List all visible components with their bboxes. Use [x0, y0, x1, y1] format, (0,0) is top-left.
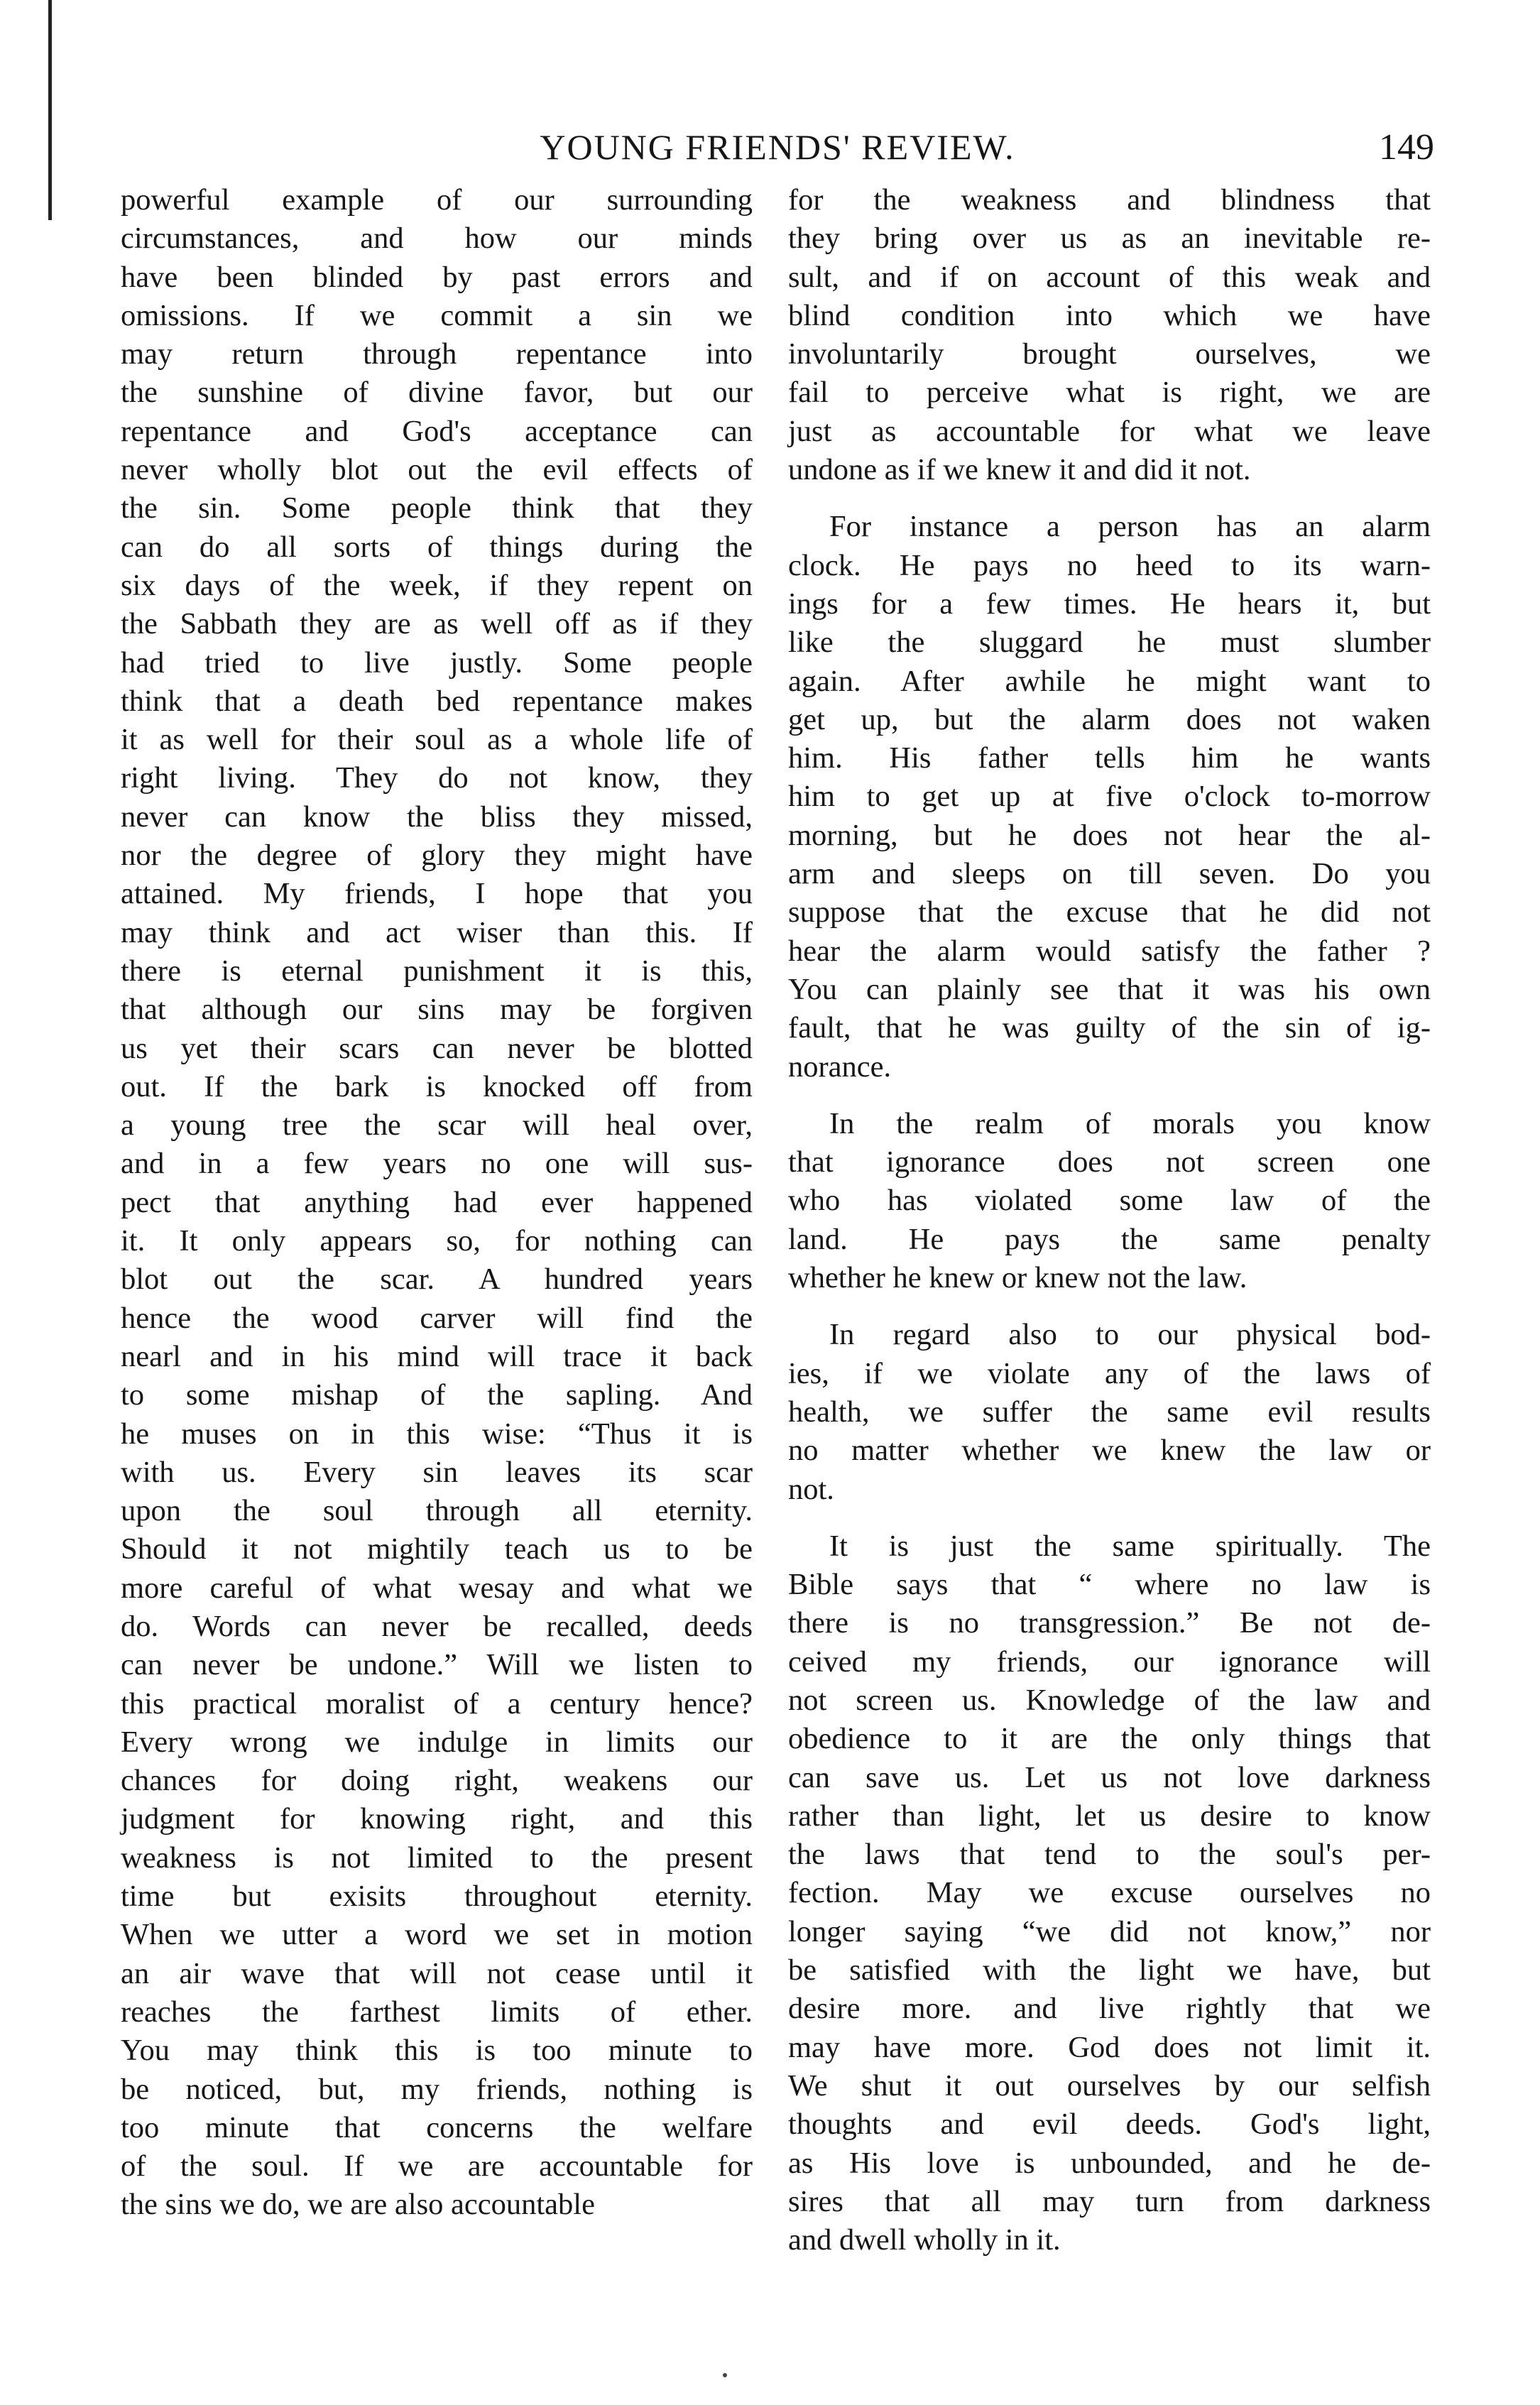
text-line: Should it not mightily teach us to be: [121, 1532, 753, 1566]
text-line: In the realm of morals you know: [829, 1106, 1431, 1140]
text-line: blind condition into which we have: [788, 298, 1431, 332]
text-line: time but exisits throughout eternity.: [121, 1880, 753, 1914]
paragraph-gap: [788, 489, 1431, 508]
text-line: ceived my friends, our ignorance will: [788, 1645, 1431, 1679]
text-line: the laws that tend to the soul's per-: [788, 1838, 1431, 1872]
text-line: no matter whether we knew the law or: [788, 1434, 1431, 1468]
text-line: that although our sins may be forgiven: [121, 993, 753, 1027]
text-line: You can plainly see that it was his own: [788, 972, 1431, 1006]
text-line: morning, but he does not hear the al-: [788, 818, 1431, 852]
text-line: obedience to it are the only things that: [788, 1722, 1431, 1756]
paragraph-gap: [788, 1509, 1431, 1527]
text-line: and dwell wholly in it.: [788, 2223, 1061, 2257]
text-line: like the sluggard he must slumber: [788, 626, 1431, 660]
text-line: health, we suffer the same evil results: [788, 1395, 1431, 1429]
text-line: chances for doing right, weakens our: [121, 1764, 753, 1798]
text-line: again. After awhile he might want to: [788, 664, 1431, 698]
text-line: undone as if we knew it and did it not.: [788, 453, 1251, 487]
text-line: him. His father tells him he wants: [788, 741, 1431, 775]
left-column: [121, 181, 753, 2225]
margin-rule: [48, 0, 52, 220]
text-line: We shut it out ourselves by our selfish: [788, 2068, 1431, 2103]
text-line: be noticed, but, my friends, nothing is: [121, 2072, 753, 2106]
text-line: do. Words can never be recalled, deeds: [121, 1609, 753, 1643]
text-line: reaches the farthest limits of ether.: [121, 1995, 753, 2029]
text-line: us yet their scars can never be blotted: [121, 1031, 753, 1065]
text-line: You may think this is too minute to: [121, 2034, 753, 2068]
text-line: judgment for knowing right, and this: [121, 1802, 753, 1836]
text-line: and in a few years no one will sus-: [121, 1147, 753, 1181]
text-line: clock. He pays no heed to its warn-: [788, 548, 1431, 582]
text-line: may have more. God does not limit it.: [788, 2030, 1431, 2064]
text-line: In regard also to our physical bod-: [829, 1318, 1431, 1352]
text-line: fault, that he was guilty of the sin of ig-: [788, 1011, 1431, 1045]
text-line: never wholly blot out the evil effects of: [121, 453, 753, 487]
text-line: norance.: [788, 1049, 892, 1084]
text-line: there is eternal punishment it is this,: [121, 954, 753, 988]
paragraph: [788, 181, 1431, 489]
text-line: sires that all may turn from darkness: [788, 2184, 1431, 2218]
text-line: he muses on in this wise: “Thus it is: [121, 1417, 753, 1451]
text-line: It is just the same spiritually. The: [829, 1529, 1431, 1563]
text-line: fection. May we excuse ourselves no: [788, 1876, 1431, 1910]
text-line: just as accountable for what we leave: [788, 414, 1431, 448]
text-line: hence the wood carver will find the: [121, 1301, 753, 1335]
text-line: the sins we do, we are also accountable: [121, 2188, 595, 2222]
text-line: Bible says that “ where no law is: [788, 1568, 1431, 1602]
paragraph: [788, 1527, 1431, 2260]
text-line: land. He pays the same penalty: [788, 1222, 1431, 1256]
text-line: may think and act wiser than this. If: [121, 915, 753, 949]
text-line: can never be undone.” Will we listen to: [121, 1648, 753, 1682]
text-line: ings for a few times. He hears it, but: [788, 587, 1431, 621]
text-line: can do all sorts of things during the: [121, 530, 753, 564]
text-line: omissions. If we commit a sin we: [121, 298, 753, 332]
text-line: pect that anything had ever happened: [121, 1185, 753, 1219]
text-line: For instance a person has an alarm: [829, 510, 1431, 544]
text-line: attained. My friends, I hope that you: [121, 877, 753, 911]
text-line: never can know the bliss they missed,: [121, 800, 753, 834]
text-line: not.: [788, 1472, 834, 1506]
text-line: longer saying “we did not know,” nor: [788, 1914, 1431, 1948]
text-line: not screen us. Knowledge of the law and: [788, 1683, 1431, 1717]
text-line: had tried to live justly. Some people: [121, 645, 753, 680]
text-line: right living. They do not know, they: [121, 761, 753, 795]
running-head: [121, 126, 1434, 183]
text-line: with us. Every sin leaves its scar: [121, 1455, 753, 1489]
paragraph: [788, 508, 1431, 1086]
text-line: an air wave that will not cease until it: [121, 1956, 753, 1990]
text-line: as His love is unbounded, and he de-: [788, 2146, 1431, 2180]
text-line: him to get up at five o'clock to-morrow: [788, 780, 1431, 814]
text-line: powerful example of our surrounding: [121, 183, 753, 217]
text-line: circumstances, and how our minds: [121, 222, 753, 256]
text-line: repentance and God's acceptance can: [121, 414, 753, 448]
stray-mark: [723, 2373, 727, 2377]
text-line: whether he knew or knew not the law.: [788, 1261, 1247, 1295]
text-line: the sunshine of divine favor, but our: [121, 376, 753, 410]
text-line: who has violated some law of the: [788, 1184, 1431, 1218]
text-line: too minute that concerns the welfare: [121, 2110, 753, 2144]
text-line: think that a death bed repentance makes: [121, 684, 753, 718]
text-line: there is no transgression.” Be not de-: [788, 1606, 1431, 1640]
text-line: this practical moralist of a century hence?: [121, 1686, 753, 1720]
paragraph: [788, 1316, 1431, 1508]
text-line: they bring over us as an inevitable re-: [788, 222, 1431, 256]
text-line: arm and sleeps on till seven. Do you: [788, 857, 1431, 891]
paragraph-gap: [788, 1086, 1431, 1105]
text-line: the Sabbath they are as well off as if they: [121, 607, 753, 641]
text-line: of the soul. If we are accountable for: [121, 2149, 753, 2183]
paragraph: [788, 1105, 1431, 1297]
text-line: to some mishap of the sapling. And: [121, 1378, 753, 1412]
text-line: blot out the scar. A hundred years: [121, 1263, 753, 1297]
page-number: 149: [1379, 127, 1434, 168]
text-line: six days of the week, if they repent on: [121, 568, 753, 602]
text-line: involuntarily brought ourselves, we: [788, 337, 1431, 371]
text-line: can save us. Let us not love darkness: [788, 1760, 1431, 1794]
text-line: out. If the bark is knocked off from: [121, 1069, 753, 1103]
text-line: rather than light, let us desire to know: [788, 1799, 1431, 1833]
text-line: get up, but the alarm does not waken: [788, 702, 1431, 736]
text-line: nor the degree of glory they might have: [121, 839, 753, 873]
text-line: the sin. Some people think that they: [121, 491, 753, 525]
paragraph-gap: [788, 1297, 1431, 1316]
text-line: weakness is not limited to the present: [121, 1840, 753, 1875]
text-line: have been blinded by past errors and: [121, 260, 753, 294]
running-title: YOUNG FRIENDS' REVIEW.: [540, 127, 1015, 167]
text-line: for the weakness and blindness that: [788, 183, 1431, 217]
text-line: hear the alarm would satisfy the father ?: [788, 934, 1431, 968]
text-line: a young tree the scar will heal over,: [121, 1108, 753, 1142]
text-line: that ignorance does not screen one: [788, 1145, 1431, 1179]
text-line: more careful of what wesay and what we: [121, 1571, 753, 1605]
text-line: be satisfied with the light we have, but: [788, 1953, 1431, 1987]
text-line: fail to perceive what is right, we are: [788, 376, 1431, 410]
text-line: thoughts and evil deeds. God's light,: [788, 2107, 1431, 2142]
text-line: upon the soul through all eternity.: [121, 1494, 753, 1528]
text-line: sult, and if on account of this weak and: [788, 260, 1431, 294]
text-line: suppose that the excuse that he did not: [788, 895, 1431, 929]
text-line: Every wrong we indulge in limits our: [121, 1725, 753, 1759]
text-line: When we utter a word we set in motion: [121, 1918, 753, 1952]
text-line: it. It only appears so, for nothing can: [121, 1224, 753, 1258]
text-line: may return through repentance into: [121, 337, 753, 371]
text-line: desire more. and live rightly that we: [788, 1992, 1431, 2026]
text-line: nearl and in his mind will trace it back: [121, 1339, 753, 1373]
right-column: [788, 181, 1431, 2259]
text-line: it as well for their soul as a whole life of: [121, 723, 753, 757]
text-line: ies, if we violate any of the laws of: [788, 1356, 1431, 1390]
